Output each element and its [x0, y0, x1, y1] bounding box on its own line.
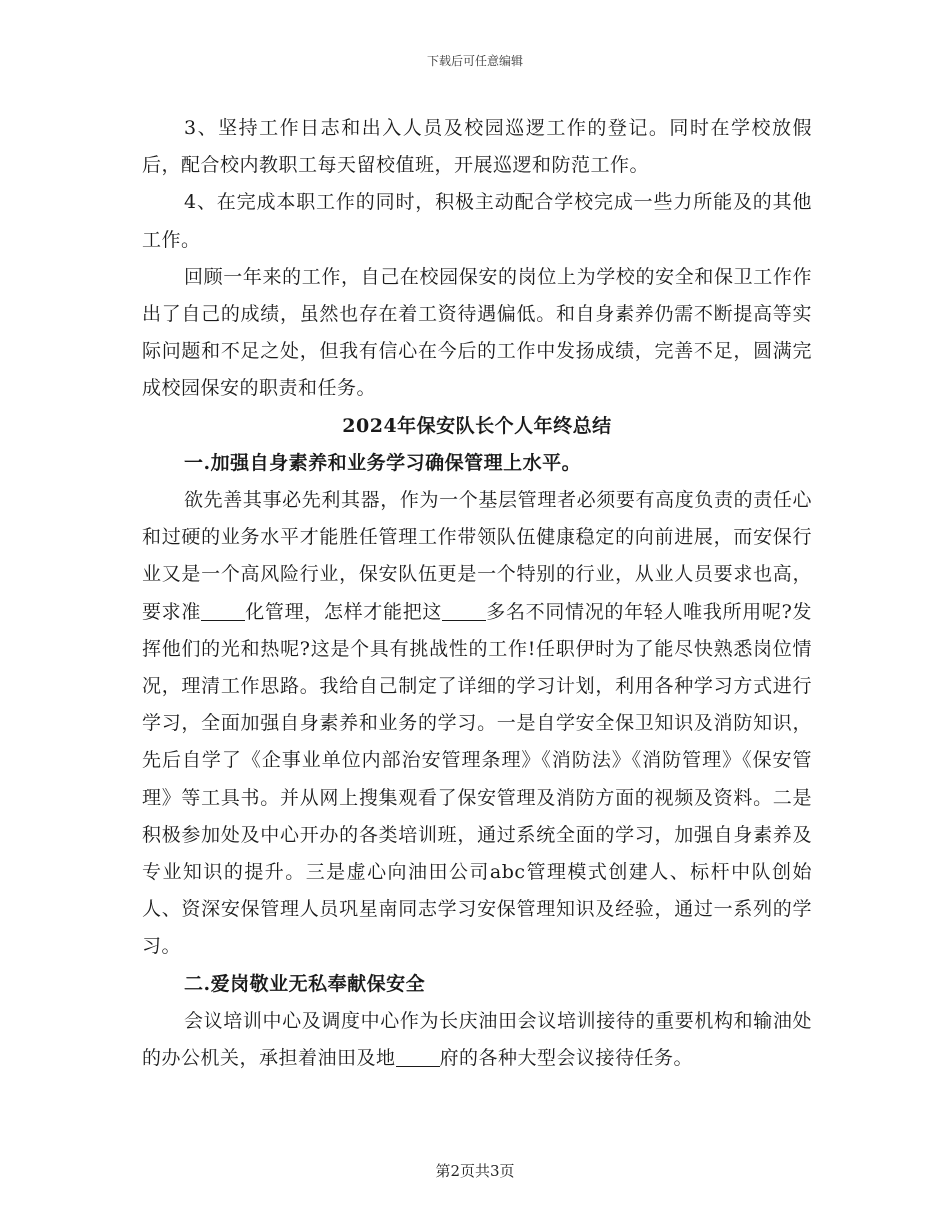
text-run: 府的各种大型会议接待任务。	[439, 1047, 694, 1070]
page-number: 第2页共3页	[435, 1162, 515, 1180]
document-title: 2024年保安队长个人年终总结	[342, 414, 612, 437]
section-heading: 二.爱岗敬业无私奉献保安全	[184, 972, 426, 995]
paragraph	[142, 482, 812, 966]
section-heading: 一.加强自身素养和业务学习确保管理上水平。	[184, 451, 582, 474]
page-header-note: 下载后可任意编辑	[426, 54, 523, 68]
paragraph: 4、在完成本职工作的同时，积极主动配合学校完成一些力所能及的其他工作。	[142, 191, 812, 251]
text-run: 化管理，怎样才能把这	[245, 600, 443, 623]
paragraph	[142, 1003, 812, 1077]
blank-line	[396, 1048, 440, 1067]
text-run: 欲先善其事必先利其器，作为一个基层管理者必须要有高度负责的责任心和过硬的业务水平才能胜任管理工作带领队伍健康稳定的向前进展，而安保行业又是一个高风险行业，保安队伍更是一个特别的行业，从业人员要求也高，要求准	[142, 489, 812, 623]
paragraph: 3、坚持工作日志和出入人员及校园巡逻工作的登记。同时在学校放假后，配合校内教职工每天留校值班，开展巡逻和防范工作。	[142, 117, 812, 177]
text-run: 多名不同情况的年轻人唯我所用呢?发挥他们的光和热呢?这是个具有挑战性的工作!任职伊时为了能尽快熟悉岗位情况，理清工作思路。我给自己制定了详细的学习计划，利用各种学习方式进行学习，全面加强自身素养和业务的学习。一是自学安全保卫知识及消防知识，先后自学了《企事业单位内部治安管理条理》《消防法》《消防管理》《保安管理》等工具书。并从网上搜集观看了保安管理及消防方面的视频及资料。二是积极参加处及中心开办的各类培训班，通过系统全面的学习，加强自身素养及专业知识的提升。三是虚心向油田公司abc管理模式创建人、标杆中队创始人、资深安保管理人员巩星南同志学习安保管理知识及经验，通过一系列的学习。	[142, 600, 812, 958]
document-body	[142, 110, 812, 1077]
blank-line	[442, 602, 486, 621]
text-run: 会议培训中心及调度中心作为长庆油田会议培训接待的重要机构和输油处的办公机关，承担着油田及地	[142, 1009, 812, 1070]
blank-line	[201, 602, 245, 621]
paragraph: 回顾一年来的工作，自己在校园保安的岗位上为学校的安全和保卫工作作出了自己的成绩，虽然也存在着工资待遇偏低。和自身素养仍需不断提高等实际问题和不足之处，但我有信心在今后的工作中发扬成绩，完善不足，圆满完成校园保安的职责和任务。	[142, 265, 812, 400]
